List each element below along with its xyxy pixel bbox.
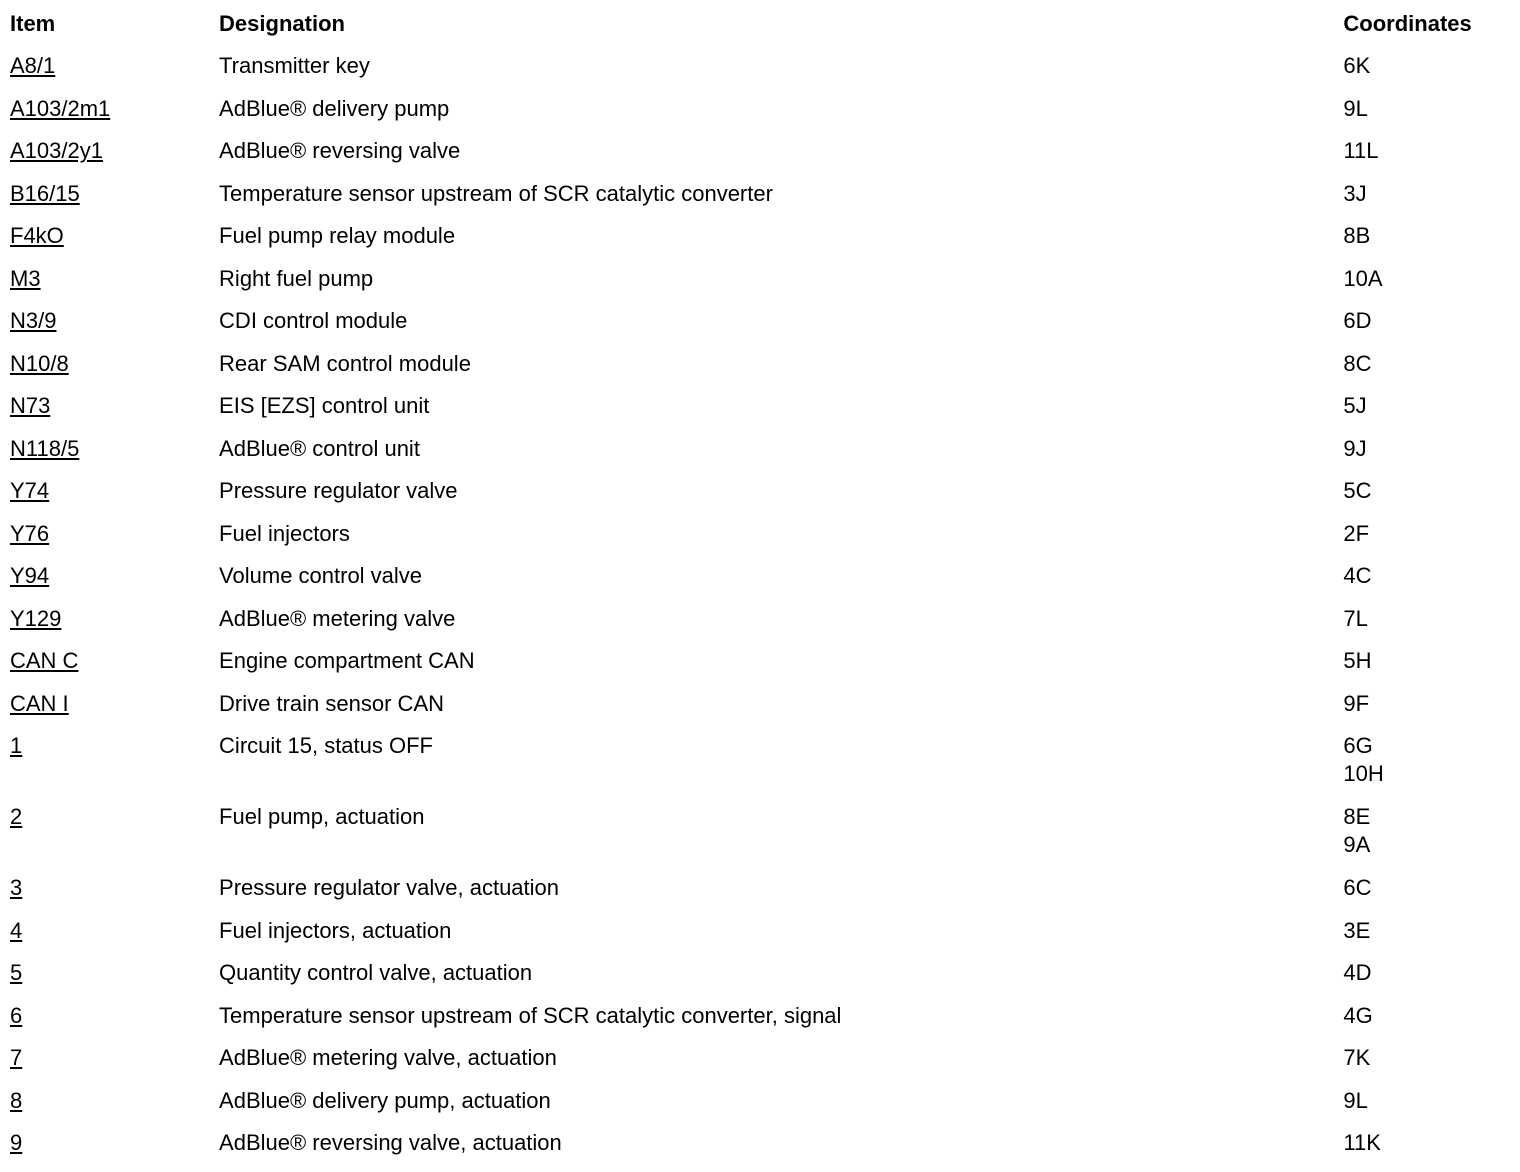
item-link[interactable]: A103/2y1 xyxy=(10,138,103,163)
table-row xyxy=(0,1002,1520,1045)
designation-cell: EIS [EZS] control unit xyxy=(219,393,430,418)
coordinate-value: 8C xyxy=(1343,350,1372,376)
designation-cell: AdBlue® delivery pump xyxy=(219,95,450,121)
item-cell xyxy=(0,917,219,960)
designation-cell: Fuel injectors, actuation xyxy=(219,917,452,943)
item-cell xyxy=(0,265,219,308)
item-cell xyxy=(0,562,219,605)
designation-cell: Fuel pump relay module xyxy=(219,223,456,248)
header-row xyxy=(0,10,1520,52)
item-link[interactable]: N118/5 xyxy=(10,435,80,461)
item-cell xyxy=(0,803,219,874)
item-cell xyxy=(0,1087,219,1130)
item-link[interactable]: 6 xyxy=(10,1002,23,1028)
designation-cell: Temperature sensor upstream of SCR catalytic converter, signal xyxy=(219,1002,842,1028)
designation-cell: Pressure regulator valve, actuation xyxy=(219,875,560,900)
coordinate-value: 9J xyxy=(1343,435,1367,461)
coordinate-value: 4G xyxy=(1343,1002,1373,1028)
item-link[interactable]: CAN I xyxy=(10,690,69,716)
designation-cell: Pressure regulator valve xyxy=(219,478,458,503)
coordinate-value: 9L xyxy=(1343,1087,1368,1113)
coordinates-cell xyxy=(1343,477,1520,520)
table-row xyxy=(0,307,1520,350)
coordinate-value: 7L xyxy=(1343,605,1368,631)
header-coordinates: Coordinates xyxy=(1343,11,1472,36)
item-cell xyxy=(0,1044,219,1087)
item-link[interactable]: Y94 xyxy=(10,563,50,588)
table-row xyxy=(0,605,1520,648)
table-row xyxy=(0,222,1520,265)
item-cell xyxy=(0,435,219,478)
coordinates-cell xyxy=(1343,520,1520,563)
item-cell xyxy=(0,1002,219,1045)
item-link[interactable]: N73 xyxy=(10,393,51,418)
coordinate-value: 9F xyxy=(1343,690,1370,716)
designation-cell: Volume control valve xyxy=(219,563,423,588)
item-cell xyxy=(0,690,219,733)
coordinates-cell xyxy=(1343,690,1520,733)
item-cell xyxy=(0,874,219,917)
item-cell xyxy=(0,732,219,803)
designation-cell: AdBlue® reversing valve, actuation xyxy=(219,1130,562,1155)
table-row xyxy=(0,95,1520,138)
item-cell xyxy=(0,52,219,95)
coordinates-cell xyxy=(1343,917,1520,960)
item-link[interactable]: Y129 xyxy=(10,605,62,631)
coordinate-value: 4D xyxy=(1343,960,1372,985)
item-cell xyxy=(0,392,219,435)
coordinate-value: 11K xyxy=(1343,1130,1381,1155)
coordinate-value: 5J xyxy=(1343,393,1367,418)
coordinates-cell xyxy=(1343,562,1520,605)
coordinate-value: 10H xyxy=(1343,761,1384,786)
table-row xyxy=(0,180,1520,223)
coordinates-cell xyxy=(1343,647,1520,690)
coordinate-value: 4C xyxy=(1343,563,1372,588)
item-link[interactable]: 2 xyxy=(10,804,23,829)
coordinates-cell xyxy=(1343,1002,1520,1045)
coordinates-cell xyxy=(1343,222,1520,265)
item-cell xyxy=(0,350,219,393)
coordinate-value: 9A xyxy=(1343,832,1371,857)
table-row xyxy=(0,874,1520,917)
designation-cell: AdBlue® reversing valve xyxy=(219,138,461,163)
coordinate-value: 2F xyxy=(1343,520,1370,546)
header-designation: Designation xyxy=(219,11,345,36)
coordinates-cell xyxy=(1343,874,1520,917)
table-row xyxy=(0,52,1520,95)
coordinate-value: 6D xyxy=(1343,308,1372,333)
designation-cell: AdBlue® metering valve xyxy=(219,605,456,631)
table-row xyxy=(0,732,1520,803)
coordinate-value: 11L xyxy=(1343,138,1379,163)
item-link[interactable]: 3 xyxy=(10,875,23,900)
coordinates-cell xyxy=(1343,392,1520,435)
item-cell xyxy=(0,647,219,690)
table-row xyxy=(0,520,1520,563)
coordinates-cell xyxy=(1343,265,1520,308)
coordinate-value: 9L xyxy=(1343,95,1368,121)
item-link[interactable]: B16/15 xyxy=(10,180,80,206)
coordinates-cell xyxy=(1343,732,1520,803)
coordinates-cell xyxy=(1343,1087,1520,1130)
legend-rows xyxy=(0,52,1520,1172)
coordinates-cell xyxy=(1343,803,1520,874)
designation-cell: Rear SAM control module xyxy=(219,350,471,376)
coordinates-cell xyxy=(1343,180,1520,223)
designation-cell: Fuel injectors xyxy=(219,520,350,546)
header-item: Item xyxy=(10,11,56,36)
coordinate-value: 8B xyxy=(1343,223,1371,248)
item-link[interactable]: N10/8 xyxy=(10,350,69,376)
designation-cell: Engine compartment CAN xyxy=(219,648,475,673)
item-link[interactable]: 1 xyxy=(10,733,23,758)
designation-cell: Right fuel pump xyxy=(219,265,374,291)
item-link[interactable]: CAN C xyxy=(10,648,79,673)
coordinates-cell xyxy=(1343,1044,1520,1087)
item-link[interactable]: F4kO xyxy=(10,223,64,248)
table-row xyxy=(0,959,1520,1002)
item-link[interactable]: 5 xyxy=(10,960,23,985)
item-cell xyxy=(0,1129,219,1172)
coordinate-value: 3J xyxy=(1343,180,1367,206)
table-row xyxy=(0,647,1520,690)
coordinates-cell xyxy=(1343,95,1520,138)
item-cell xyxy=(0,95,219,138)
table-row xyxy=(0,1044,1520,1087)
table-row xyxy=(0,435,1520,478)
designation-cell: CDI control module xyxy=(219,308,408,333)
coordinate-value: 8E xyxy=(1343,804,1371,829)
table-row xyxy=(0,690,1520,733)
coordinate-value: 10A xyxy=(1343,265,1383,291)
item-cell xyxy=(0,137,219,180)
designation-cell: Temperature sensor upstream of SCR catalytic converter xyxy=(219,180,773,206)
designation-cell: Drive train sensor CAN xyxy=(219,690,444,716)
coordinate-value: 3E xyxy=(1343,917,1371,943)
designation-cell: AdBlue® control unit xyxy=(219,435,420,461)
item-link[interactable]: A103/2m1 xyxy=(10,95,111,121)
coordinates-cell xyxy=(1343,959,1520,1002)
coordinates-cell xyxy=(1343,137,1520,180)
designation-cell: Transmitter key xyxy=(219,53,370,78)
item-link[interactable]: A8/1 xyxy=(10,53,56,78)
table-row xyxy=(0,477,1520,520)
item-cell xyxy=(0,477,219,520)
item-link[interactable]: Y74 xyxy=(10,478,50,503)
item-link[interactable]: N3/9 xyxy=(10,308,57,333)
item-link[interactable]: 9 xyxy=(10,1130,23,1155)
item-cell xyxy=(0,520,219,563)
coordinates-cell xyxy=(1343,605,1520,648)
coordinates-cell xyxy=(1343,350,1520,393)
item-cell xyxy=(0,222,219,265)
item-link[interactable]: 7 xyxy=(10,1045,23,1070)
item-link[interactable]: Y76 xyxy=(10,520,50,546)
legend-table xyxy=(0,10,1520,1172)
item-cell xyxy=(0,605,219,648)
coordinate-value: 6G xyxy=(1343,733,1373,758)
coordinate-value: 7K xyxy=(1343,1045,1371,1070)
designation-cell: AdBlue® metering valve, actuation xyxy=(219,1045,557,1070)
table-row xyxy=(0,137,1520,180)
item-cell xyxy=(0,307,219,350)
coordinate-value: 5C xyxy=(1343,478,1372,503)
table-row xyxy=(0,392,1520,435)
designation-cell: Quantity control valve, actuation xyxy=(219,960,533,985)
item-cell xyxy=(0,959,219,1002)
coordinate-value: 6C xyxy=(1343,875,1372,900)
coordinate-value: 5H xyxy=(1343,648,1372,673)
table-row xyxy=(0,803,1520,874)
table-row xyxy=(0,917,1520,960)
item-link[interactable]: 4 xyxy=(10,917,23,943)
item-link[interactable]: M3 xyxy=(10,265,41,291)
table-row xyxy=(0,1087,1520,1130)
designation-cell: Fuel pump, actuation xyxy=(219,804,425,829)
table-row xyxy=(0,1129,1520,1172)
table-row xyxy=(0,350,1520,393)
coordinates-cell xyxy=(1343,307,1520,350)
coordinates-cell xyxy=(1343,52,1520,95)
coordinate-value: 6K xyxy=(1343,53,1371,78)
designation-cell: AdBlue® delivery pump, actuation xyxy=(219,1087,551,1113)
table-row xyxy=(0,562,1520,605)
coordinates-cell xyxy=(1343,1129,1520,1172)
table-row xyxy=(0,265,1520,308)
item-link[interactable]: 8 xyxy=(10,1087,23,1113)
item-cell xyxy=(0,180,219,223)
designation-cell: Circuit 15, status OFF xyxy=(219,733,433,758)
coordinates-cell xyxy=(1343,435,1520,478)
